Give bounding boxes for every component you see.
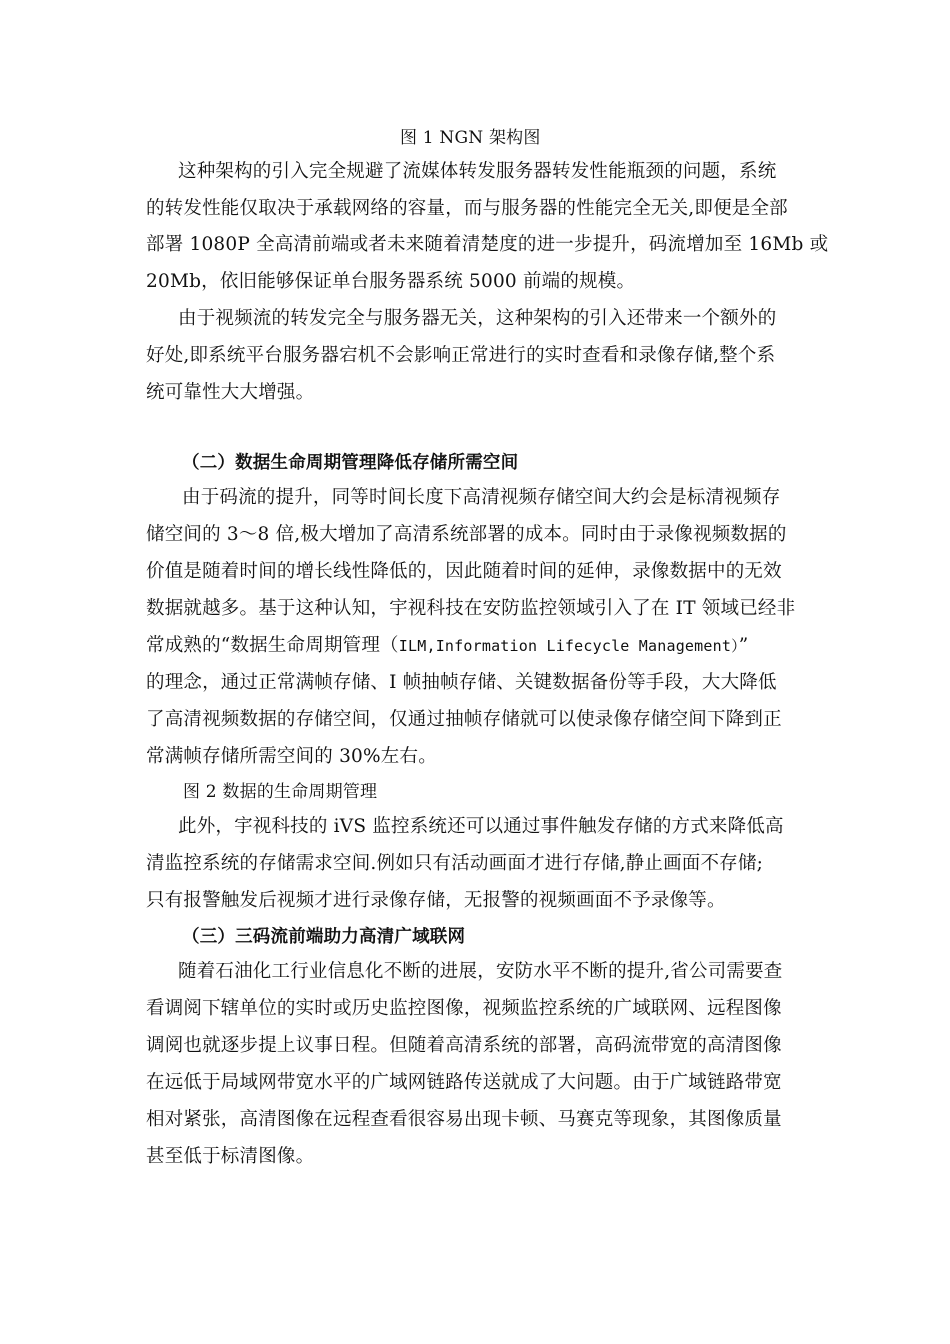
section-heading-ilm: （二）数据生命周期管理降低存储所需空间 (182, 453, 519, 473)
section-heading-tri-stream: （三）三码流前端助力高清广域联网 (182, 927, 466, 947)
paragraph-line: 价值是随着时间的增长线性降低的，因此随着时间的延伸，录像数据中的无效 (146, 561, 782, 582)
paragraph-line: 常满帧存储所需空间的 30%左右。 (146, 746, 437, 767)
paragraph-line (146, 634, 748, 658)
paragraph-line: 储空间的 3～8 倍,极大增加了高清系统部署的成本。同时由于录像视频数据的 (146, 524, 787, 545)
paragraph-line: 调阅也就逐步提上议事日程。但随着高清系统的部署，高码流带宽的高清图像 (146, 1035, 782, 1056)
paragraph-line: 统可靠性大大增强。 (146, 382, 315, 403)
text-run: 常成熟的“数据生命周期管理（ (146, 635, 399, 656)
paragraph-line: 此外，宇视科技的 iVS 监控系统还可以通过事件触发存储的方式来降低高 (178, 816, 784, 837)
paragraph-line: 的理念，通过正常满帧存储、I 帧抽帧存储、关键数据备份等手段，大大降低 (146, 672, 777, 693)
paragraph-line: 20Mb，依旧能够保证单台服务器系统 5000 前端的规模。 (146, 271, 636, 292)
paragraph-line: 随着石油化工行业信息化不断的进展，安防水平不断的提升,省公司需要查 (178, 961, 783, 982)
figure-2-caption: 图 2 数据的生命周期管理 (183, 782, 378, 802)
paragraph-line: 部署 1080P 全高清前端或者未来随着清楚度的进一步提升，码流增加至 16Mb 或 (146, 234, 829, 255)
text-run-latin: ILM,Information Lifecycle Management） (398, 637, 739, 655)
figure-1-caption: 图 1 NGN 架构图 (400, 128, 541, 148)
paragraph-line: 好处,即系统平台服务器宕机不会影响正常进行的实时查看和录像存储,整个系 (146, 345, 776, 366)
paragraph-line: 由于码流的提升，同等时间长度下高清视频存储空间大约会是标清视频存 (182, 487, 781, 508)
paragraph-line: 看调阅下辖单位的实时或历史监控图像，视频监控系统的广域联网、远程图像 (146, 998, 782, 1019)
paragraph-line: 只有报警触发后视频才进行录像存储，无报警的视频画面不予录像等。 (146, 890, 726, 911)
paragraph-line: 在远低于局域网带宽水平的广域网链路传送就成了大问题。由于广域链路带宽 (146, 1072, 782, 1093)
paragraph-line: 这种架构的引入完全规避了流媒体转发服务器转发性能瓶颈的问题，系统 (178, 161, 777, 182)
paragraph-line: 的转发性能仅取决于承载网络的容量，而与服务器的性能完全无关,即便是全部 (146, 198, 788, 219)
paragraph-line: 甚至低于标清图像。 (146, 1146, 315, 1167)
paragraph-line: 了高清视频数据的存储空间，仅通过抽帧存储就可以使录像存储空间下降到正 (146, 709, 782, 730)
paragraph-line: 相对紧张，高清图像在远程查看很容易出现卡顿、马赛克等现象，其图像质量 (146, 1109, 782, 1130)
text-run: ” (738, 635, 749, 656)
paragraph-line: 由于视频流的转发完全与服务器无关，这种架构的引入还带来一个额外的 (178, 308, 777, 329)
paragraph-line: 数据就越多。基于这种认知，宇视科技在安防监控领域引入了在 IT 领域已经非 (146, 598, 796, 619)
paragraph-line: 清监控系统的存储需求空间.例如只有活动画面才进行存储,静止画面不存储; (146, 853, 763, 874)
